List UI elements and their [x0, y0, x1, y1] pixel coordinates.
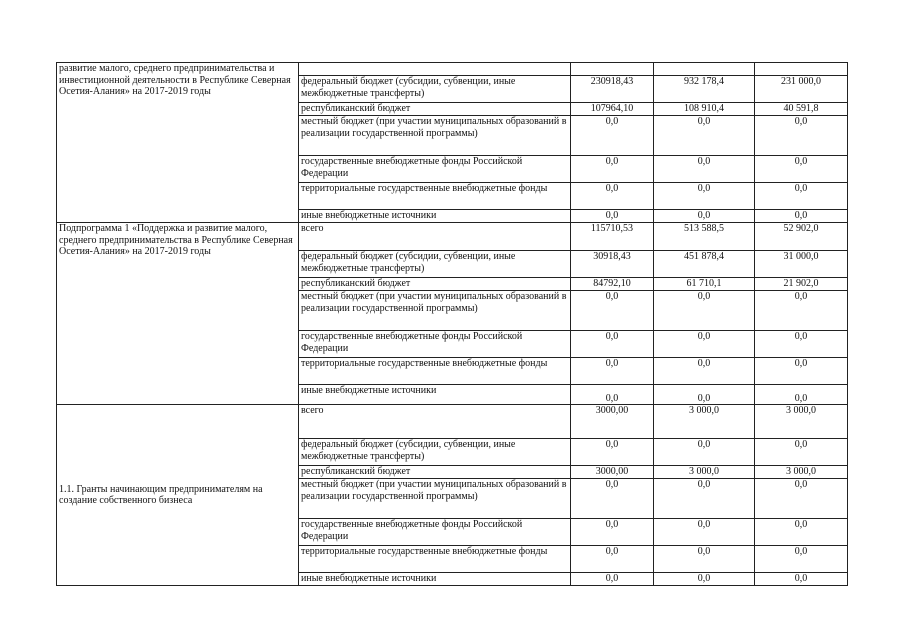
value-2017: 115710,53 — [571, 223, 654, 251]
value-2017: 0,0 — [571, 439, 654, 466]
value-2017: 0,0 — [571, 291, 654, 331]
value-2018: 932 178,4 — [654, 76, 755, 103]
source-cell: федеральный бюджет (субсидии, субвенции, иные межбюджетные трансферты) — [299, 251, 571, 278]
value-2019: 31 000,0 — [755, 251, 848, 278]
source-cell: территориальные государственные внебюджетные фонды — [299, 546, 571, 573]
source-cell: всего — [299, 405, 571, 439]
source-cell: государственные внебюджетные фонды Российской Федерации — [299, 519, 571, 546]
value-2019: 0,0 — [755, 519, 848, 546]
value-2018: 0,0 — [654, 358, 755, 385]
value-2017: 84792,10 — [571, 278, 654, 291]
source-cell: местный бюджет (при участии муниципальных образований в реализации государственной программы) — [299, 291, 571, 331]
value-2017: 0,0 — [571, 546, 654, 573]
table-row — [57, 405, 848, 439]
value-2017: 3000,00 — [571, 405, 654, 439]
table-row — [57, 63, 848, 76]
value-2017: 0,0 — [571, 156, 654, 183]
source-cell: федеральный бюджет (субсидии, субвенции, иные межбюджетные трансферты) — [299, 76, 571, 103]
value-2018: 0,0 — [654, 479, 755, 519]
value-2018 — [654, 63, 755, 76]
value-2017: 0,0 — [571, 573, 654, 586]
value-2018: 0,0 — [654, 519, 755, 546]
value-2018: 0,0 — [654, 156, 755, 183]
source-cell: иные внебюджетные источники — [299, 210, 571, 223]
value-2017: 0,0 — [571, 116, 654, 156]
source-cell: иные внебюджетные источники — [299, 573, 571, 586]
value-2018: 0,0 — [654, 210, 755, 223]
budget-table — [56, 62, 848, 586]
value-2019: 40 591,8 — [755, 103, 848, 116]
value-2018: 0,0 — [654, 385, 755, 405]
value-2017: 0,0 — [571, 385, 654, 405]
value-2017: 0,0 — [571, 331, 654, 358]
value-2017: 0,0 — [571, 183, 654, 210]
source-cell: местный бюджет (при участии муниципальных образований в реализации государственной программы) — [299, 479, 571, 519]
source-cell: республиканский бюджет — [299, 103, 571, 116]
source-cell: иные внебюджетные источники — [299, 385, 571, 405]
value-2019: 0,0 — [755, 183, 848, 210]
source-cell: местный бюджет (при участии муниципальных образований в реализации государственной программы) — [299, 116, 571, 156]
value-2018: 0,0 — [654, 546, 755, 573]
value-2017: 0,0 — [571, 210, 654, 223]
value-2019: 0,0 — [755, 116, 848, 156]
value-2019: 0,0 — [755, 331, 848, 358]
value-2019: 231 000,0 — [755, 76, 848, 103]
value-2019 — [755, 63, 848, 76]
source-cell: всего — [299, 223, 571, 251]
value-2019: 0,0 — [755, 291, 848, 331]
value-2017: 0,0 — [571, 479, 654, 519]
table-row — [57, 223, 848, 251]
source-cell: государственные внебюджетные фонды Российской Федерации — [299, 331, 571, 358]
value-2017 — [571, 63, 654, 76]
value-2019: 0,0 — [755, 210, 848, 223]
program-cell: развитие малого, среднего предпринимательства и инвестиционной деятельности в Республике Северная Осетия-Алания» на 2017-2019 годы — [57, 63, 299, 223]
value-2019: 21 902,0 — [755, 278, 848, 291]
value-2018: 3 000,0 — [654, 405, 755, 439]
value-2019: 0,0 — [755, 573, 848, 586]
source-cell: республиканский бюджет — [299, 278, 571, 291]
value-2018: 0,0 — [654, 116, 755, 156]
value-2019: 0,0 — [755, 156, 848, 183]
value-2018: 108 910,4 — [654, 103, 755, 116]
value-2019: 3 000,0 — [755, 405, 848, 439]
program-cell: 1.1. Гранты начинающим предпринимателям на создание собственного бизнеса — [57, 405, 299, 586]
value-2018: 0,0 — [654, 573, 755, 586]
value-2018: 0,0 — [654, 331, 755, 358]
program-cell: Подпрограмма 1 «Поддержка и развитие малого, среднего предпринимательства в Республике Северная Осетия-Алания» на 2017-2019 годы — [57, 223, 299, 405]
value-2018: 513 588,5 — [654, 223, 755, 251]
value-2019: 3 000,0 — [755, 466, 848, 479]
source-cell: территориальные государственные внебюджетные фонды — [299, 183, 571, 210]
value-2018: 61 710,1 — [654, 278, 755, 291]
value-2017: 0,0 — [571, 358, 654, 385]
value-2019: 52 902,0 — [755, 223, 848, 251]
source-cell — [299, 63, 571, 76]
value-2019: 0,0 — [755, 439, 848, 466]
value-2017: 230918,43 — [571, 76, 654, 103]
value-2019: 0,0 — [755, 385, 848, 405]
value-2017: 3000,00 — [571, 466, 654, 479]
value-2018: 3 000,0 — [654, 466, 755, 479]
value-2019: 0,0 — [755, 358, 848, 385]
source-cell: республиканский бюджет — [299, 466, 571, 479]
value-2017: 107964,10 — [571, 103, 654, 116]
value-2017: 0,0 — [571, 519, 654, 546]
value-2018: 451 878,4 — [654, 251, 755, 278]
value-2018: 0,0 — [654, 439, 755, 466]
source-cell: федеральный бюджет (субсидии, субвенции, иные межбюджетные трансферты) — [299, 439, 571, 466]
value-2019: 0,0 — [755, 546, 848, 573]
value-2018: 0,0 — [654, 291, 755, 331]
value-2018: 0,0 — [654, 183, 755, 210]
value-2019: 0,0 — [755, 479, 848, 519]
source-cell: государственные внебюджетные фонды Российской Федерации — [299, 156, 571, 183]
source-cell: территориальные государственные внебюджетные фонды — [299, 358, 571, 385]
value-2017: 30918,43 — [571, 251, 654, 278]
